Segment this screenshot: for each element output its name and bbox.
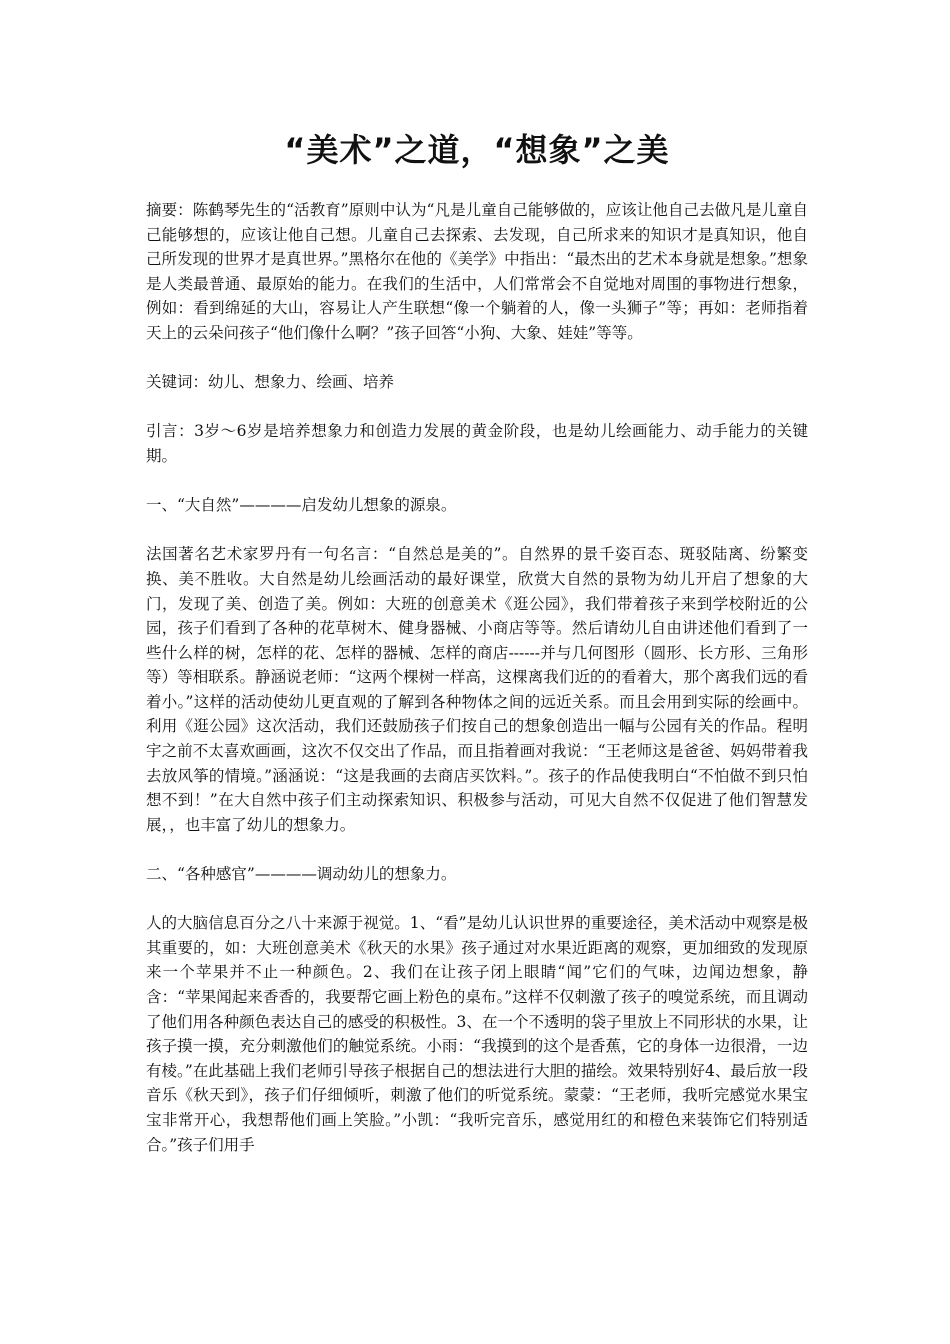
document-page <box>146 128 808 1157</box>
abstract-paragraph: 摘要：陈鹤琴先生的“活教育”原则中认为“凡是儿童自己能够做的，应该让他自己去做凡是儿童自己能够想的，应该让他自己想。儿童自己去探索、去发现，自己所求来的知识才是真知识，他自己所发现的世界才是真世界。”黑格尔在他的《美学》中指出：“最杰出的艺术本身就是想象。”想象是人类最普通、最原始的能力。在我们的生活中，人们常常会不自觉地对周围的事物进行想象，例如：看到绵延的大山，容易让人产生联想“像一个躺着的人，像一头狮子”等；再如：老师指着天上的云朵问孩子“他们像什么啊？”孩子回答“小狗、大象、娃娃”等等。 <box>146 201 808 342</box>
document-title: “美术”之道，“想象”之美 <box>284 131 670 169</box>
section1-heading: 一、“大自然”————启发幼儿想象的源泉。 <box>146 496 457 515</box>
keywords-paragraph: 关键词：幼儿、想象力、绘画、培养 <box>146 373 395 392</box>
intro-paragraph: 引言：3岁～6岁是培养想象力和创造力发展的黄金阶段，也是幼儿绘画能力、动手能力的关键期。 <box>146 422 808 465</box>
section1-body: 法国著名艺术家罗丹有一句名言：“自然总是美的”。自然界的景千姿百态、斑驳陆离、纷繁变换、美不胜收。大自然是幼儿绘画活动的最好课堂，欣赏大自然的景物为幼儿开启了想象的大门，发现了美、创造了美。例如：大班的创意美术《逛公园》，我们带着孩子来到学校附近的公园，孩子们看到了各种的花草树木、健身器械、小商店等等。然后请幼儿自由讲述他们看到了一些什么样的树，怎样的花、怎样的器械、怎样的商店------并与几何图形（圆形、长方形、三角形等）等相联系。静涵说老师：“这两个棵树一样高，这棵离我们近的的看着大，那个离我们远的看着小。”这样的活动使幼儿更直观的了解到各种物体之间的远近关系。而且会用到实际的绘画中。利用《逛公园》这次活动，我们还鼓励孩子们按自己的想象创造出一幅与公园有关的作品。程明宇之前不太喜欢画画，这次不仅交出了作品，而且指着画对我说：“王老师这是爸爸、妈妈带着我去放风筝的情境。”涵涵说：“这是我画的去商店买饮料。”。孩子的作品使我明白“不怕做不到只怕想不到！”在大自然中孩子们主动探索知识、积极参与活动，可见大自然不仅促进了他们智慧发展，，也丰富了幼儿的想象力。 <box>146 545 808 834</box>
section2-heading: 二、“各种感官”————调动幼儿的想象力。 <box>146 865 457 884</box>
section2-body: 人的大脑信息百分之八十来源于视觉。1、“看”是幼儿认识世界的重要途径，美术活动中观察是极其重要的，如：大班创意美术《秋天的水果》孩子通过对水果近距离的观察，更加细致的发现原来一个苹果并不止一种颜色。2、我们在让孩子闭上眼睛“闻”它们的气味，边闻边想象，静含：“苹果闻起来香香的，我要帮它画上粉色的桌布。”这样不仅刺激了孩子的嗅觉系统，而且调动了他们用各种颜色表达自己的感受的积极性。3、在一个不透明的袋子里放上不同形状的水果，让孩子摸一摸，充分刺激他们的触觉系统。小雨：“我摸到的这个是香蕉，它的身体一边很滑，一边有棱。”在此基础上我们老师引导孩子根据自己的想法进行大胆的描绘。效果特别好4、最后放一段音乐《秋天到》，孩子们仔细倾听，刺激了他们的听觉系统。蒙蒙：“王老师，我听完感觉水果宝宝非常开心，我想帮他们画上笑脸。”小凯：“我听完音乐，感觉用红的和橙色来装饰它们特别适合。”孩子们用手 <box>146 914 808 1154</box>
